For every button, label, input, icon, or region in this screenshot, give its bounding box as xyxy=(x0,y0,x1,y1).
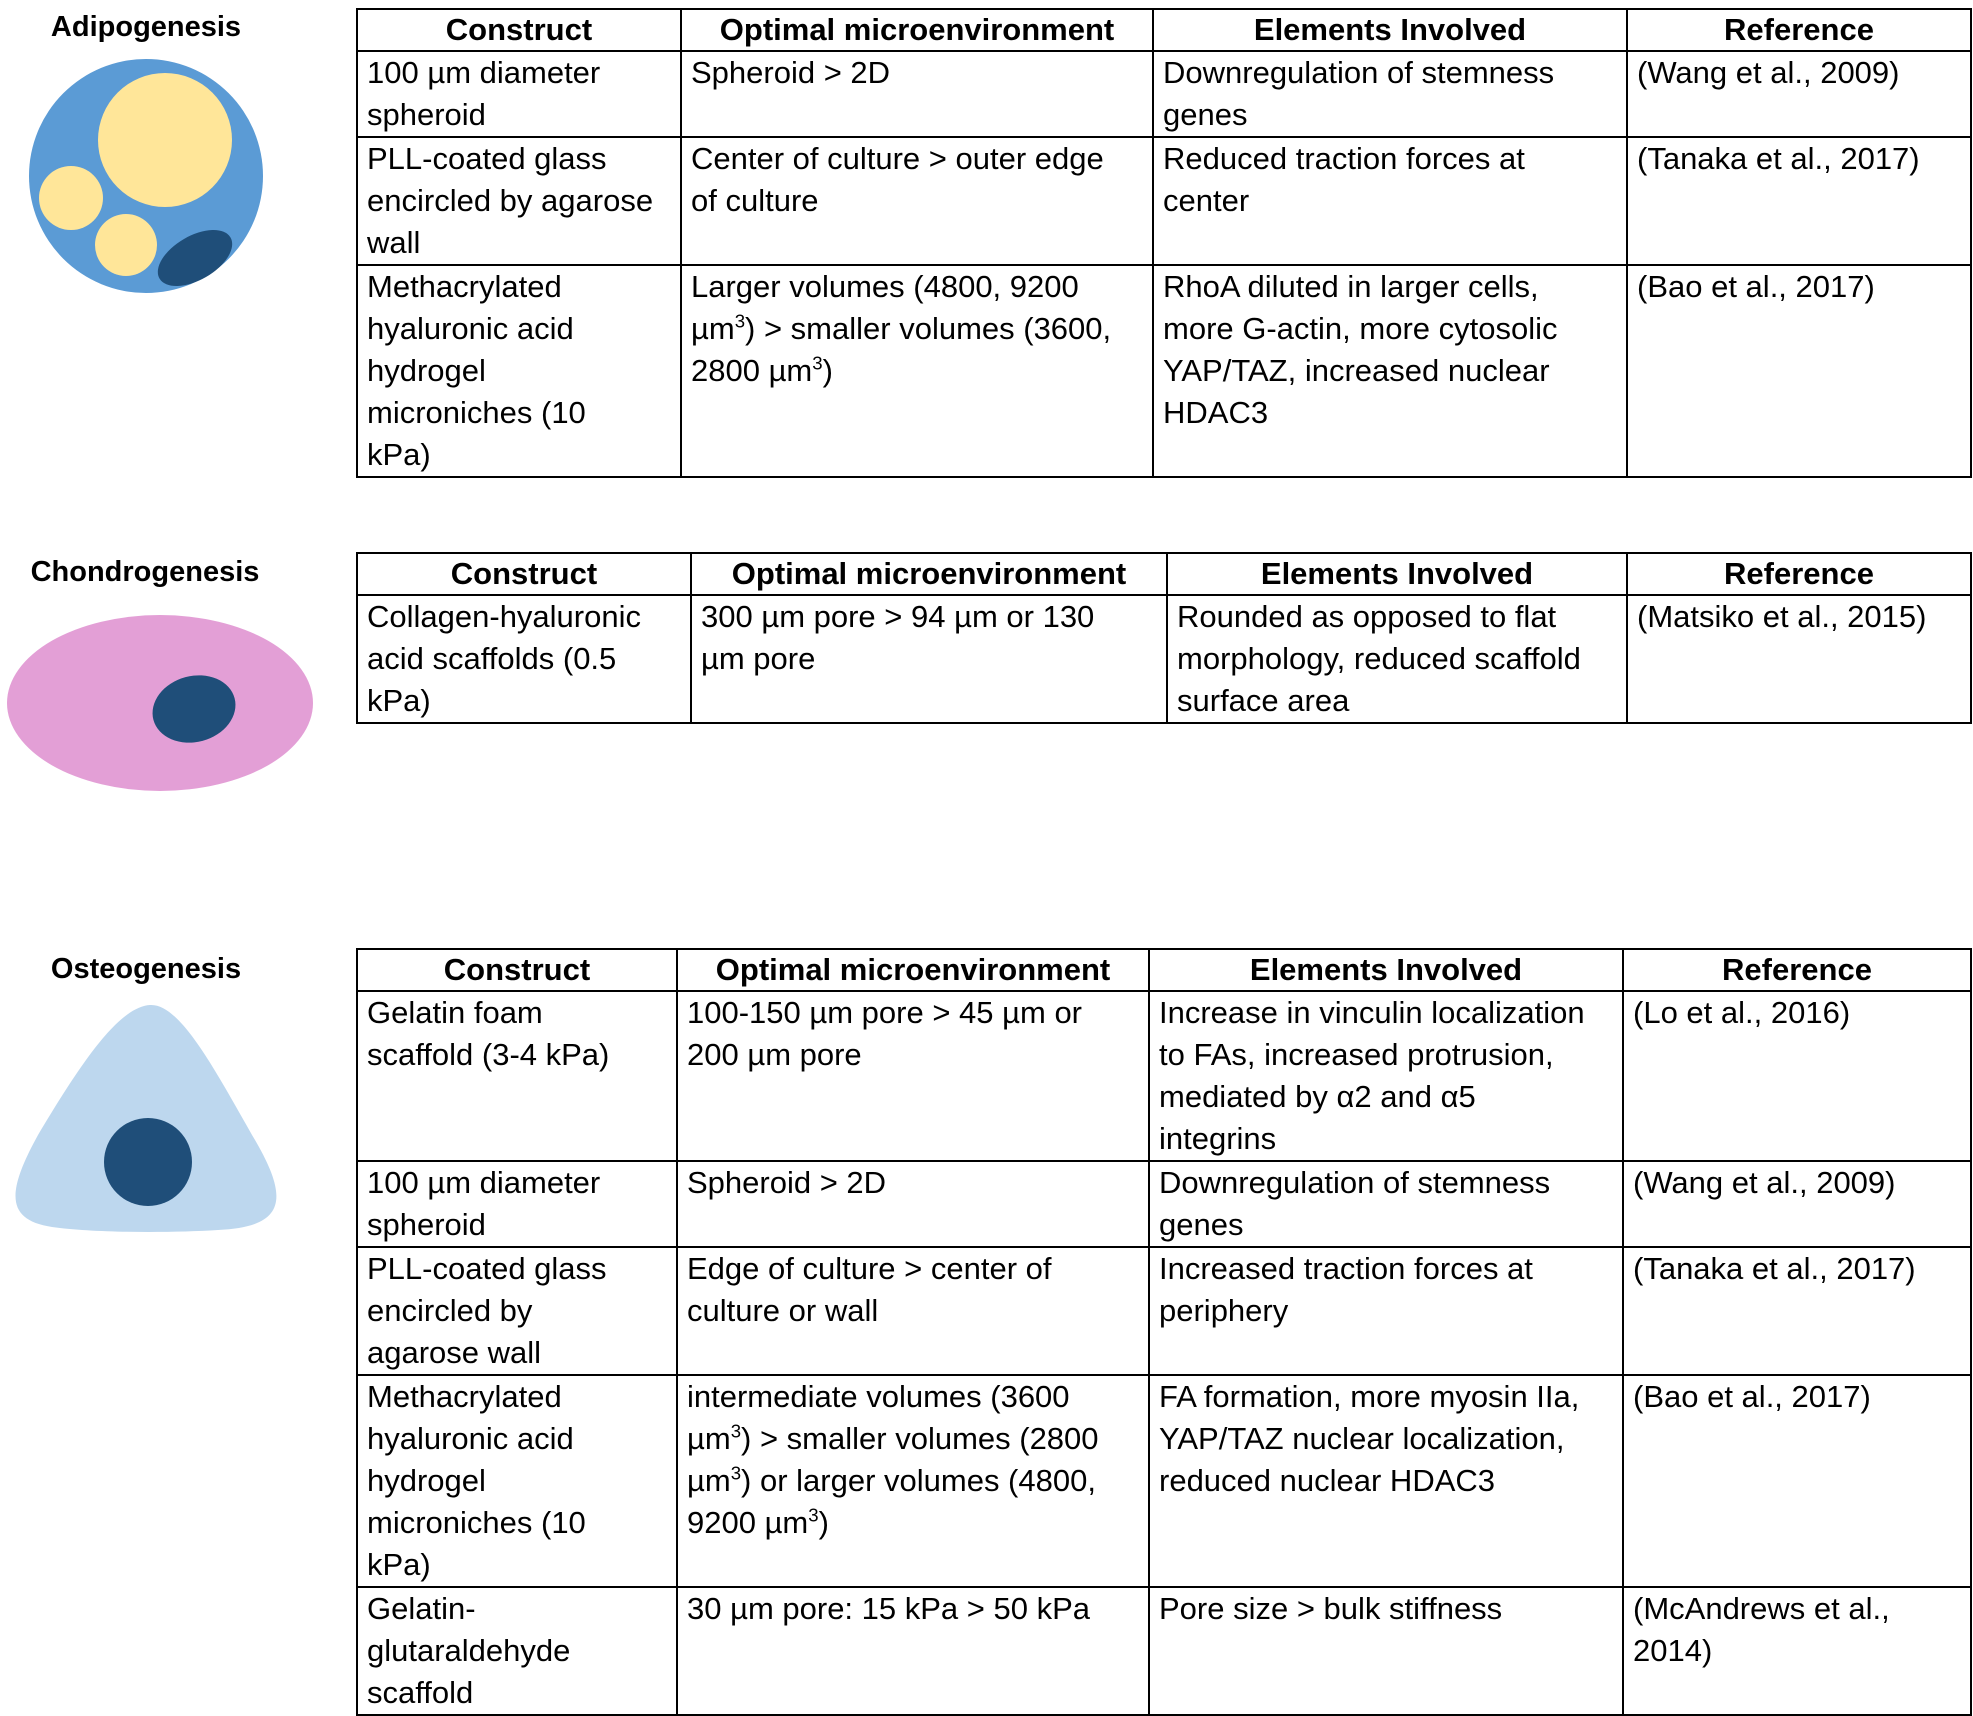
optimal-text: 9200 µm xyxy=(687,1505,809,1540)
adipocyte-lipid-droplet-large xyxy=(98,73,232,207)
osteogenesis-table xyxy=(356,948,1972,1716)
optimal-text: ) xyxy=(822,353,833,388)
reference-cell: (Bao et al., 2017) xyxy=(1627,265,1971,477)
reference-cell: (Wang et al., 2009) xyxy=(1623,1161,1971,1247)
construct-cell: Methacrylated hyaluronic acid hydrogel microniches (10 kPa) xyxy=(357,1375,677,1587)
construct-cell: 100 µm diameter spheroid xyxy=(357,1161,677,1247)
osteogenesis-title: Osteogenesis xyxy=(50,953,242,985)
construct-cell: Gelatin- glutaraldehyde scaffold xyxy=(357,1587,677,1715)
header-elements: Elements Involved xyxy=(1149,949,1623,991)
chondrogenesis-table xyxy=(356,552,1972,724)
table-row xyxy=(357,595,1971,723)
header-construct: Construct xyxy=(357,553,691,595)
header-construct: Construct xyxy=(357,9,681,51)
header-reference: Reference xyxy=(1627,9,1971,51)
optimal-text: intermediate volumes (3600 xyxy=(687,1379,1070,1414)
table-row xyxy=(357,137,1971,265)
header-optimal: Optimal microenvironment xyxy=(691,553,1167,595)
optimal-text: ) > smaller volumes (3600, xyxy=(745,311,1112,346)
optimal-cell xyxy=(681,265,1153,477)
optimal-cell: 300 µm pore > 94 µm or 130 µm pore xyxy=(691,595,1167,723)
osteoblast-cell-icon xyxy=(0,995,292,1245)
table-row xyxy=(357,1161,1971,1247)
table-row xyxy=(357,265,1971,477)
adipocyte-cell-icon xyxy=(0,45,292,305)
elements-cell: Increase in vinculin localization to FAs, increased protrusion, mediated by α2 and α5 integrins xyxy=(1149,991,1623,1161)
reference-cell: (Lo et al., 2016) xyxy=(1623,991,1971,1161)
construct-cell: Gelatin foam scaffold (3-4 kPa) xyxy=(357,991,677,1161)
elements-cell: Downregulation of stemness genes xyxy=(1149,1161,1623,1247)
table-row xyxy=(357,51,1971,137)
table-row xyxy=(357,1247,1971,1375)
elements-cell: Increased traction forces at periphery xyxy=(1149,1247,1623,1375)
table-row xyxy=(357,1587,1971,1715)
elements-cell: Rounded as opposed to flat morphology, reduced scaffold surface area xyxy=(1167,595,1627,723)
table-header-row xyxy=(357,9,1971,51)
elements-cell: RhoA diluted in larger cells, more G-actin, more cytosolic YAP/TAZ, increased nuclear HDAC3 xyxy=(1153,265,1627,477)
header-reference: Reference xyxy=(1623,949,1971,991)
header-reference: Reference xyxy=(1627,553,1971,595)
reference-cell: (McAndrews et al., 2014) xyxy=(1623,1587,1971,1715)
optimal-text: ) or larger volumes (4800, xyxy=(741,1463,1096,1498)
construct-cell: PLL-coated glass encircled by agarose wall xyxy=(357,137,681,265)
elements-cell: FA formation, more myosin IIa, YAP/TAZ nuclear localization, reduced nuclear HDAC3 xyxy=(1149,1375,1623,1587)
optimal-cell: 100-150 µm pore > 45 µm or 200 µm pore xyxy=(677,991,1149,1161)
osteoblast-nucleus xyxy=(104,1118,192,1206)
table-header-row xyxy=(357,553,1971,595)
construct-cell: Methacrylated hyaluronic acid hydrogel microniches (10 kPa) xyxy=(357,265,681,477)
table-row xyxy=(357,1375,1971,1587)
construct-cell: 100 µm diameter spheroid xyxy=(357,51,681,137)
table-row xyxy=(357,991,1971,1161)
reference-cell: (Tanaka et al., 2017) xyxy=(1623,1247,1971,1375)
optimal-text: 2800 µm xyxy=(691,353,813,388)
reference-cell: (Bao et al., 2017) xyxy=(1623,1375,1971,1587)
adipocyte-lipid-droplet-bottom xyxy=(95,214,157,276)
header-elements: Elements Involved xyxy=(1167,553,1627,595)
adipogenesis-table xyxy=(356,8,1972,478)
reference-cell: (Wang et al., 2009) xyxy=(1627,51,1971,137)
superscript: 3 xyxy=(730,1462,742,1484)
header-optimal: Optimal microenvironment xyxy=(677,949,1149,991)
optimal-cell: Spheroid > 2D xyxy=(681,51,1153,137)
optimal-text: µm xyxy=(691,311,735,346)
construct-cell: Collagen-hyaluronic acid scaffolds (0.5 kPa) xyxy=(357,595,691,723)
header-elements: Elements Involved xyxy=(1153,9,1627,51)
optimal-text: µm xyxy=(687,1463,731,1498)
adipocyte-lipid-droplet-left xyxy=(39,166,103,230)
elements-cell: Downregulation of stemness genes xyxy=(1153,51,1627,137)
chondrocyte-cell-icon xyxy=(0,610,320,800)
reference-cell: (Tanaka et al., 2017) xyxy=(1627,137,1971,265)
superscript: 3 xyxy=(734,310,746,332)
optimal-text: ) > smaller volumes (2800 xyxy=(741,1421,1099,1456)
superscript: 3 xyxy=(808,1504,819,1526)
adipogenesis-title: Adipogenesis xyxy=(50,11,242,43)
optimal-text: ) xyxy=(818,1505,829,1540)
elements-cell: Reduced traction forces at center xyxy=(1153,137,1627,265)
elements-cell: Pore size > bulk stiffness xyxy=(1149,1587,1623,1715)
reference-cell: (Matsiko et al., 2015) xyxy=(1627,595,1971,723)
optimal-cell xyxy=(677,1375,1149,1587)
superscript: 3 xyxy=(730,1420,742,1442)
chondrogenesis-title: Chondrogenesis xyxy=(30,556,260,588)
optimal-cell: 30 µm pore: 15 kPa > 50 kPa xyxy=(677,1587,1149,1715)
table-header-row xyxy=(357,949,1971,991)
optimal-text: Larger volumes (4800, 9200 xyxy=(691,269,1079,304)
construct-cell: PLL-coated glass encircled by agarose wall xyxy=(357,1247,677,1375)
header-construct: Construct xyxy=(357,949,677,991)
superscript: 3 xyxy=(812,352,823,374)
optimal-cell: Edge of culture > center of culture or wall xyxy=(677,1247,1149,1375)
header-optimal: Optimal microenvironment xyxy=(681,9,1153,51)
optimal-cell: Center of culture > outer edge of culture xyxy=(681,137,1153,265)
optimal-text: µm xyxy=(687,1421,731,1456)
optimal-cell: Spheroid > 2D xyxy=(677,1161,1149,1247)
